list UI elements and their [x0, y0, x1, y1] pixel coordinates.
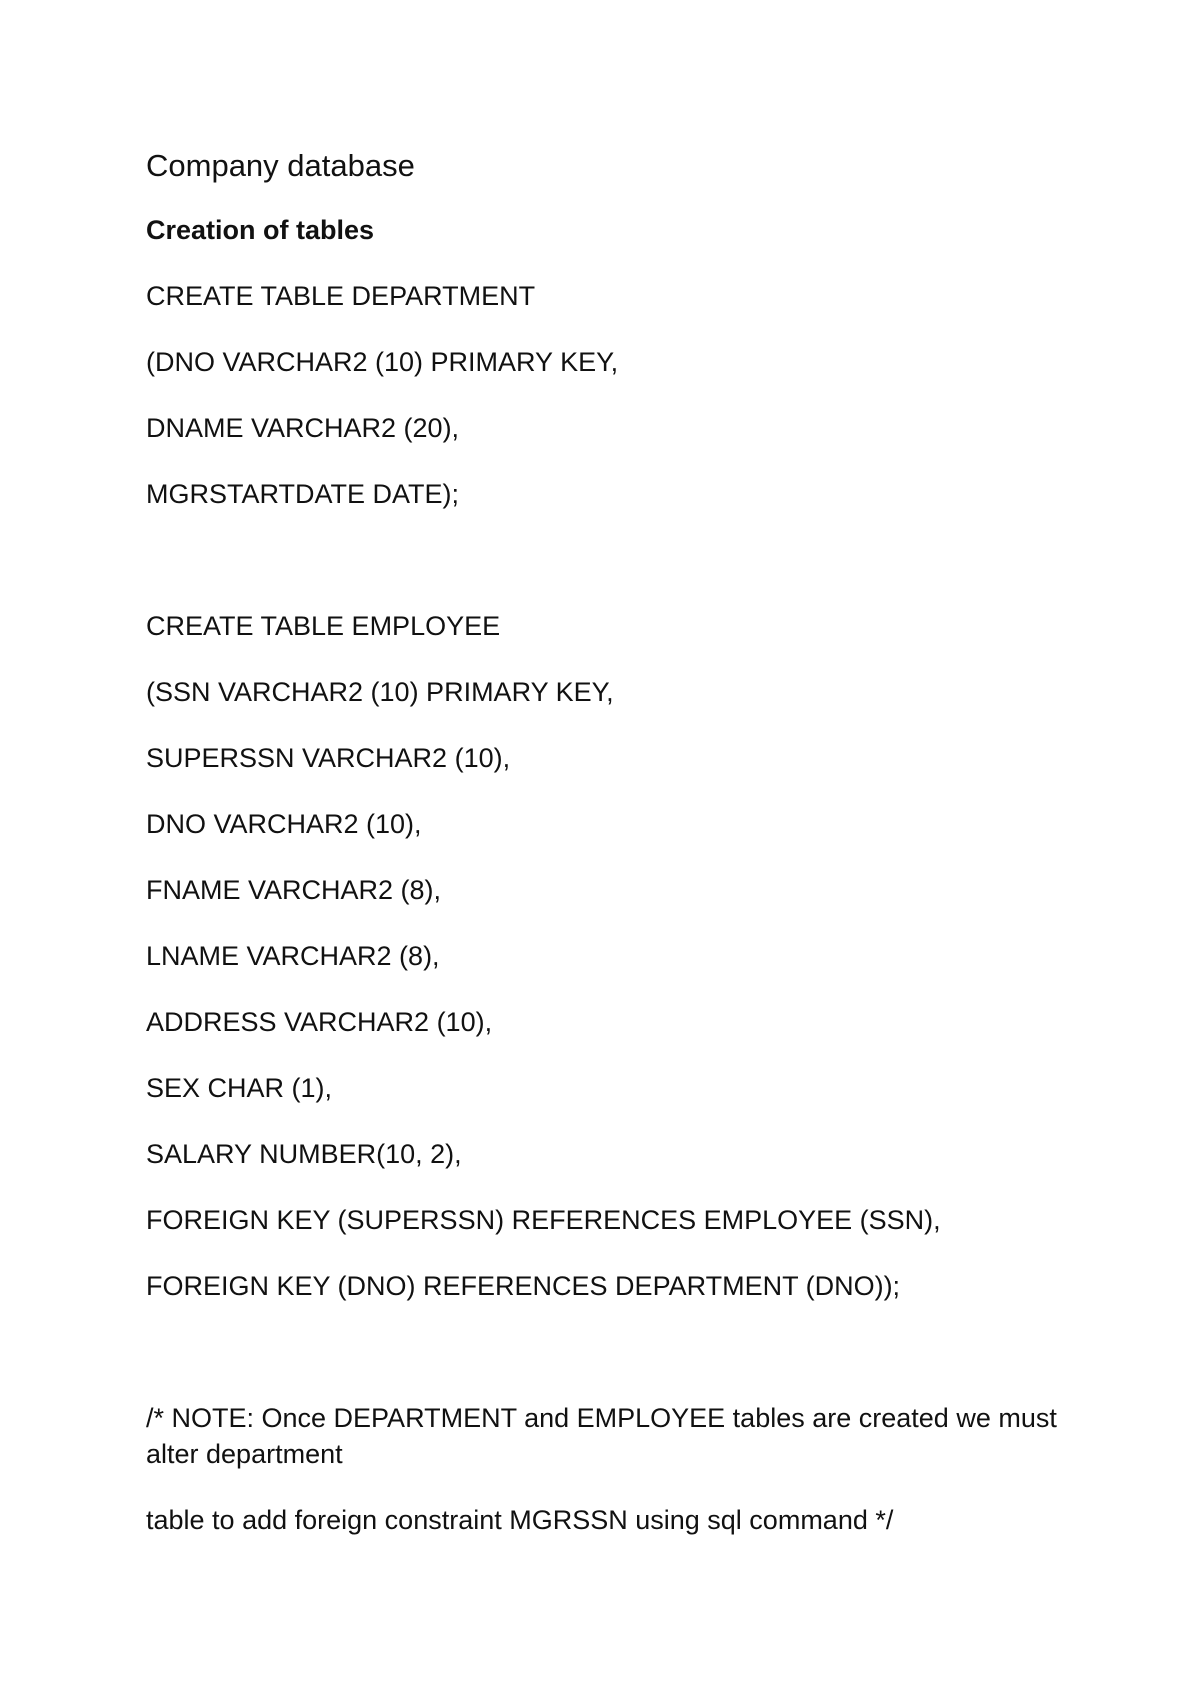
note-paragraph: table to add foreign constraint MGRSSN using sql command */ — [146, 1505, 894, 1535]
code-line: SALARY NUMBER(10, 2), — [146, 1139, 462, 1169]
code-line: LNAME VARCHAR2 (8), — [146, 941, 440, 971]
code-line: CREATE TABLE EMPLOYEE — [146, 611, 501, 641]
code-line: SEX CHAR (1), — [146, 1073, 333, 1103]
employee-table-sql — [146, 608, 1086, 1304]
code-line: DNAME VARCHAR2 (20), — [146, 413, 460, 443]
code-line: (DNO VARCHAR2 (10) PRIMARY KEY, — [146, 347, 619, 377]
code-line: ADDRESS VARCHAR2 (10), — [146, 1007, 493, 1037]
code-line: DNO VARCHAR2 (10), — [146, 809, 422, 839]
code-line: SUPERSSN VARCHAR2 (10), — [146, 743, 511, 773]
blank-line — [146, 1334, 1086, 1370]
code-line: (SSN VARCHAR2 (10) PRIMARY KEY, — [146, 677, 614, 707]
document-body — [146, 146, 1086, 1568]
section-heading: Creation of tables — [146, 215, 375, 245]
blank-line — [146, 542, 1086, 578]
department-table-sql — [146, 278, 1086, 512]
code-line: MGRSTARTDATE DATE); — [146, 479, 460, 509]
code-line: FNAME VARCHAR2 (8), — [146, 875, 442, 905]
note-paragraph: /* NOTE: Once DEPARTMENT and EMPLOYEE tables are created we must alter department — [146, 1403, 1057, 1469]
code-line: FOREIGN KEY (DNO) REFERENCES DEPARTMENT (DNO)); — [146, 1271, 901, 1301]
code-line: FOREIGN KEY (SUPERSSN) REFERENCES EMPLOYEE (SSN), — [146, 1205, 941, 1235]
code-line: CREATE TABLE DEPARTMENT — [146, 281, 536, 311]
document-title: Company database — [146, 148, 415, 183]
